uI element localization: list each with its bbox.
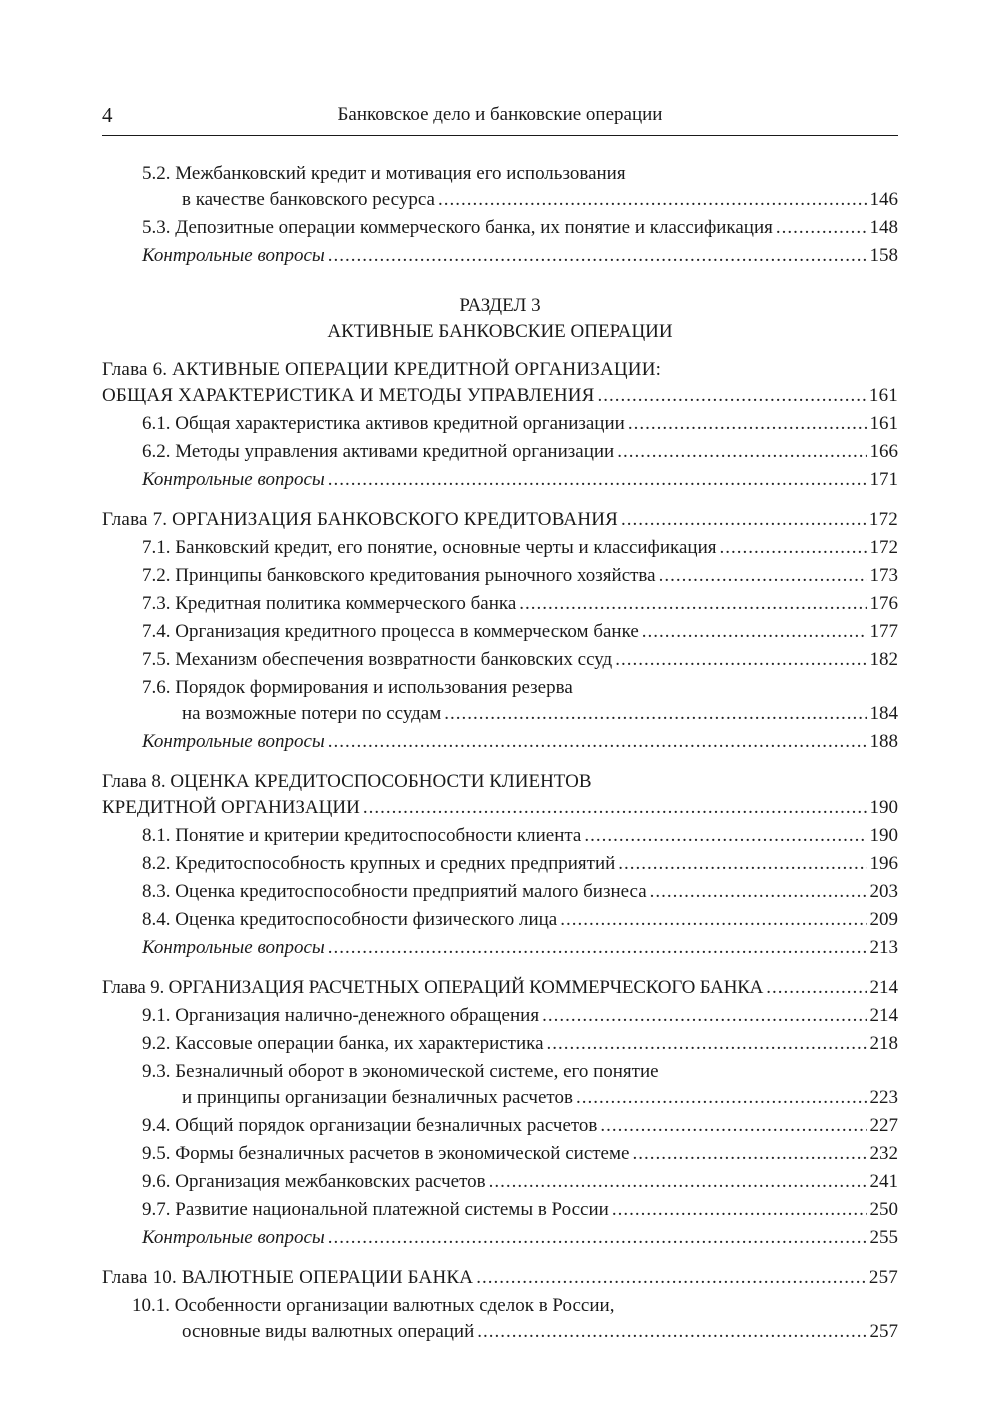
dot-leader — [776, 214, 867, 242]
running-title: Банковское дело и банковские операции — [337, 104, 663, 125]
dot-leader — [476, 1264, 866, 1292]
dot-leader — [328, 1224, 867, 1252]
toc-page-number: 255 — [869, 1227, 898, 1248]
dot-leader — [576, 1084, 867, 1112]
toc-entry-control-questions[interactable]: Контрольные вопросы ..... 171 — [102, 466, 898, 494]
dot-leader — [489, 1168, 867, 1196]
toc-page-number: 161 — [868, 385, 898, 406]
dot-leader — [328, 466, 867, 494]
toc-chapter-6[interactable]: ОБЩАЯ ХАРАКТЕРИСТИКА И МЕТОДЫ УПРАВЛЕНИЯ ..... 161 — [102, 382, 898, 410]
dot-leader — [363, 794, 867, 822]
toc-entry-10-1[interactable]: основные виды валютных операций ..... 257 — [102, 1318, 898, 1346]
dot-leader — [328, 242, 867, 270]
toc-entry-7-6-line1: 7.6. Порядок формирования и использования резерва — [142, 677, 573, 698]
toc-entry-7-4[interactable]: 7.4. Организация кредитного процесса в коммерческом банке ..... 177 — [102, 618, 898, 646]
dot-leader — [328, 934, 867, 962]
dot-leader — [560, 906, 866, 934]
toc-page-number: 218 — [869, 1033, 898, 1054]
toc-entry-7-1[interactable]: 7.1. Банковский кредит, его понятие, основные черты и классификация ..... 172 — [102, 534, 898, 562]
dot-leader — [617, 438, 866, 466]
toc-page-number: 227 — [869, 1115, 898, 1136]
toc-entry-8-4[interactable]: 8.4. Оценка кредитоспособности физического лица ..... 209 — [102, 906, 898, 934]
dot-leader — [612, 1196, 867, 1224]
toc-entry-8-3[interactable]: 8.3. Оценка кредитоспособности предприятий малого бизнеса ..... 203 — [102, 878, 898, 906]
toc-page-number: 203 — [869, 881, 898, 902]
dot-leader — [600, 1112, 866, 1140]
toc-entry-9-7[interactable]: 9.7. Развитие национальной платежной системы в России ..... 250 — [102, 1196, 898, 1224]
toc-entry-8-2[interactable]: 8.2. Кредитоспособность крупных и средних предприятий ..... 196 — [102, 850, 898, 878]
toc-entry-9-5[interactable]: 9.5. Формы безналичных расчетов в экономической системе ..... 232 — [102, 1140, 898, 1168]
toc-entry-control-questions[interactable]: Контрольные вопросы ..... 255 — [102, 1224, 898, 1252]
toc-entry-control-questions[interactable]: Контрольные вопросы ..... 188 — [102, 728, 898, 756]
dot-leader — [328, 728, 867, 756]
dot-leader — [720, 534, 867, 562]
toc-page-number: 166 — [869, 441, 898, 462]
toc-entry-5-3[interactable]: 5.3. Депозитные операции коммерческого банка, их понятие и классификация ..... 148 — [102, 214, 898, 242]
toc-page-number: 209 — [869, 909, 898, 930]
toc-entry-7-5[interactable]: 7.5. Механизм обеспечения возвратности банковских ссуд ..... 182 — [102, 646, 898, 674]
toc-entry-8-1[interactable]: 8.1. Понятие и критерии кредитоспособности клиента ..... 190 — [102, 822, 898, 850]
dot-leader — [438, 186, 867, 214]
toc-page-number: 182 — [869, 649, 898, 670]
toc-page-number: 184 — [869, 703, 898, 724]
toc-page-number: 172 — [868, 509, 898, 530]
dot-leader — [584, 822, 866, 850]
toc-entry-5-2-line1: 5.2. Межбанковский кредит и мотивация его использования — [142, 163, 626, 184]
toc-chapter-8-line1: Глава 8. ОЦЕНКА КРЕДИТОСПОСОБНОСТИ КЛИЕНТОВ — [102, 771, 592, 792]
toc-page-number: 213 — [869, 937, 898, 958]
toc-entry-6-1[interactable]: 6.1. Общая характеристика активов кредитной организации ..... 161 — [102, 410, 898, 438]
toc-page-number: 173 — [869, 565, 898, 586]
dot-leader — [519, 590, 866, 618]
toc-entry-10-1-line1: 10.1. Особенности организации валютных сделок в России, — [132, 1295, 615, 1316]
toc-page-number: 161 — [869, 413, 898, 434]
toc-chapter-6-line1: Глава 6. АКТИВНЫЕ ОПЕРАЦИИ КРЕДИТНОЙ ОРГАНИЗАЦИИ: — [102, 359, 662, 380]
toc-entry-9-1[interactable]: 9.1. Организация налично-денежного обращения ..... 214 — [102, 1002, 898, 1030]
toc-page-number: 172 — [869, 537, 898, 558]
dot-leader — [477, 1318, 866, 1346]
toc-page-number: 214 — [869, 1005, 898, 1026]
toc-page-number: 241 — [869, 1171, 898, 1192]
toc-entry-5-2[interactable]: в качестве банковского ресурса ..... 146 — [102, 186, 898, 214]
toc-page-number: 257 — [869, 1321, 898, 1342]
page-number: 4 — [102, 103, 113, 127]
section-title: АКТИВНЫЕ БАНКОВСКИЕ ОПЕРАЦИИ — [327, 321, 673, 342]
toc-entry-6-2[interactable]: 6.2. Методы управления активами кредитной организации ..... 166 — [102, 438, 898, 466]
toc-page-number: 146 — [869, 189, 898, 210]
toc-page-number: 148 — [869, 217, 898, 238]
dot-leader — [628, 410, 867, 438]
toc-entry-9-3-line1: 9.3. Безналичный оборот в экономической системе, его понятие — [142, 1061, 659, 1082]
toc-page-number: 171 — [869, 469, 898, 490]
dot-leader — [444, 700, 866, 728]
toc-page-number: 158 — [869, 245, 898, 266]
dot-leader — [598, 382, 866, 410]
toc-entry-control-questions[interactable]: Контрольные вопросы ..... 158 — [102, 242, 898, 270]
dot-leader — [650, 878, 867, 906]
toc-chapter-8[interactable]: КРЕДИТНОЙ ОРГАНИЗАЦИИ ..... 190 — [102, 794, 898, 822]
toc-page-number: 257 — [868, 1267, 898, 1288]
toc-page-number: 190 — [869, 797, 898, 818]
toc-page-number: 176 — [869, 593, 898, 614]
dot-leader — [621, 506, 866, 534]
toc-entry-9-3[interactable]: и принципы организации безналичных расчетов ..... 223 — [102, 1084, 898, 1112]
dot-leader — [615, 646, 866, 674]
section-label: РАЗДЕЛ 3 — [459, 295, 541, 316]
toc-entry-control-questions[interactable]: Контрольные вопросы ..... 213 — [102, 934, 898, 962]
dot-leader — [766, 974, 866, 1002]
dot-leader — [632, 1140, 866, 1168]
toc-entry-7-6[interactable]: на возможные потери по ссудам ..... 184 — [102, 700, 898, 728]
toc-page-number: 177 — [869, 621, 898, 642]
toc-page-number: 188 — [869, 731, 898, 752]
toc-entry-9-6[interactable]: 9.6. Организация межбанковских расчетов ..... 241 — [102, 1168, 898, 1196]
toc-page-number: 190 — [869, 825, 898, 846]
toc-chapter-9[interactable]: Глава 9. ОРГАНИЗАЦИЯ РАСЧЕТНЫХ ОПЕРАЦИЙ КОММЕРЧЕСКОГО БАНКА ..... 214 — [102, 974, 898, 1002]
toc-page-number: 214 — [869, 977, 898, 998]
toc-entry-9-2[interactable]: 9.2. Кассовые операции банка, их характеристика ..... 218 — [102, 1030, 898, 1058]
dot-leader — [547, 1030, 867, 1058]
dot-leader — [618, 850, 866, 878]
toc-entry-7-2[interactable]: 7.2. Принципы банковского кредитования рыночного хозяйства ..... 173 — [102, 562, 898, 590]
dot-leader — [542, 1002, 866, 1030]
dot-leader — [642, 618, 867, 646]
toc-page-number: 250 — [869, 1199, 898, 1220]
toc-page-number: 223 — [869, 1087, 898, 1108]
dot-leader — [659, 562, 867, 590]
toc-chapter-10[interactable]: Глава 10. ВАЛЮТНЫЕ ОПЕРАЦИИ БАНКА ..... 257 — [102, 1264, 898, 1292]
toc-page-number: 232 — [869, 1143, 898, 1164]
toc-entry-9-4[interactable]: 9.4. Общий порядок организации безналичных расчетов ..... 227 — [102, 1112, 898, 1140]
page-header — [102, 101, 898, 136]
toc-entry-7-3[interactable]: 7.3. Кредитная политика коммерческого банка ..... 176 — [102, 590, 898, 618]
toc-chapter-7[interactable]: Глава 7. ОРГАНИЗАЦИЯ БАНКОВСКОГО КРЕДИТОВАНИЯ ..... 172 — [102, 506, 898, 534]
toc-page-number: 196 — [869, 853, 898, 874]
